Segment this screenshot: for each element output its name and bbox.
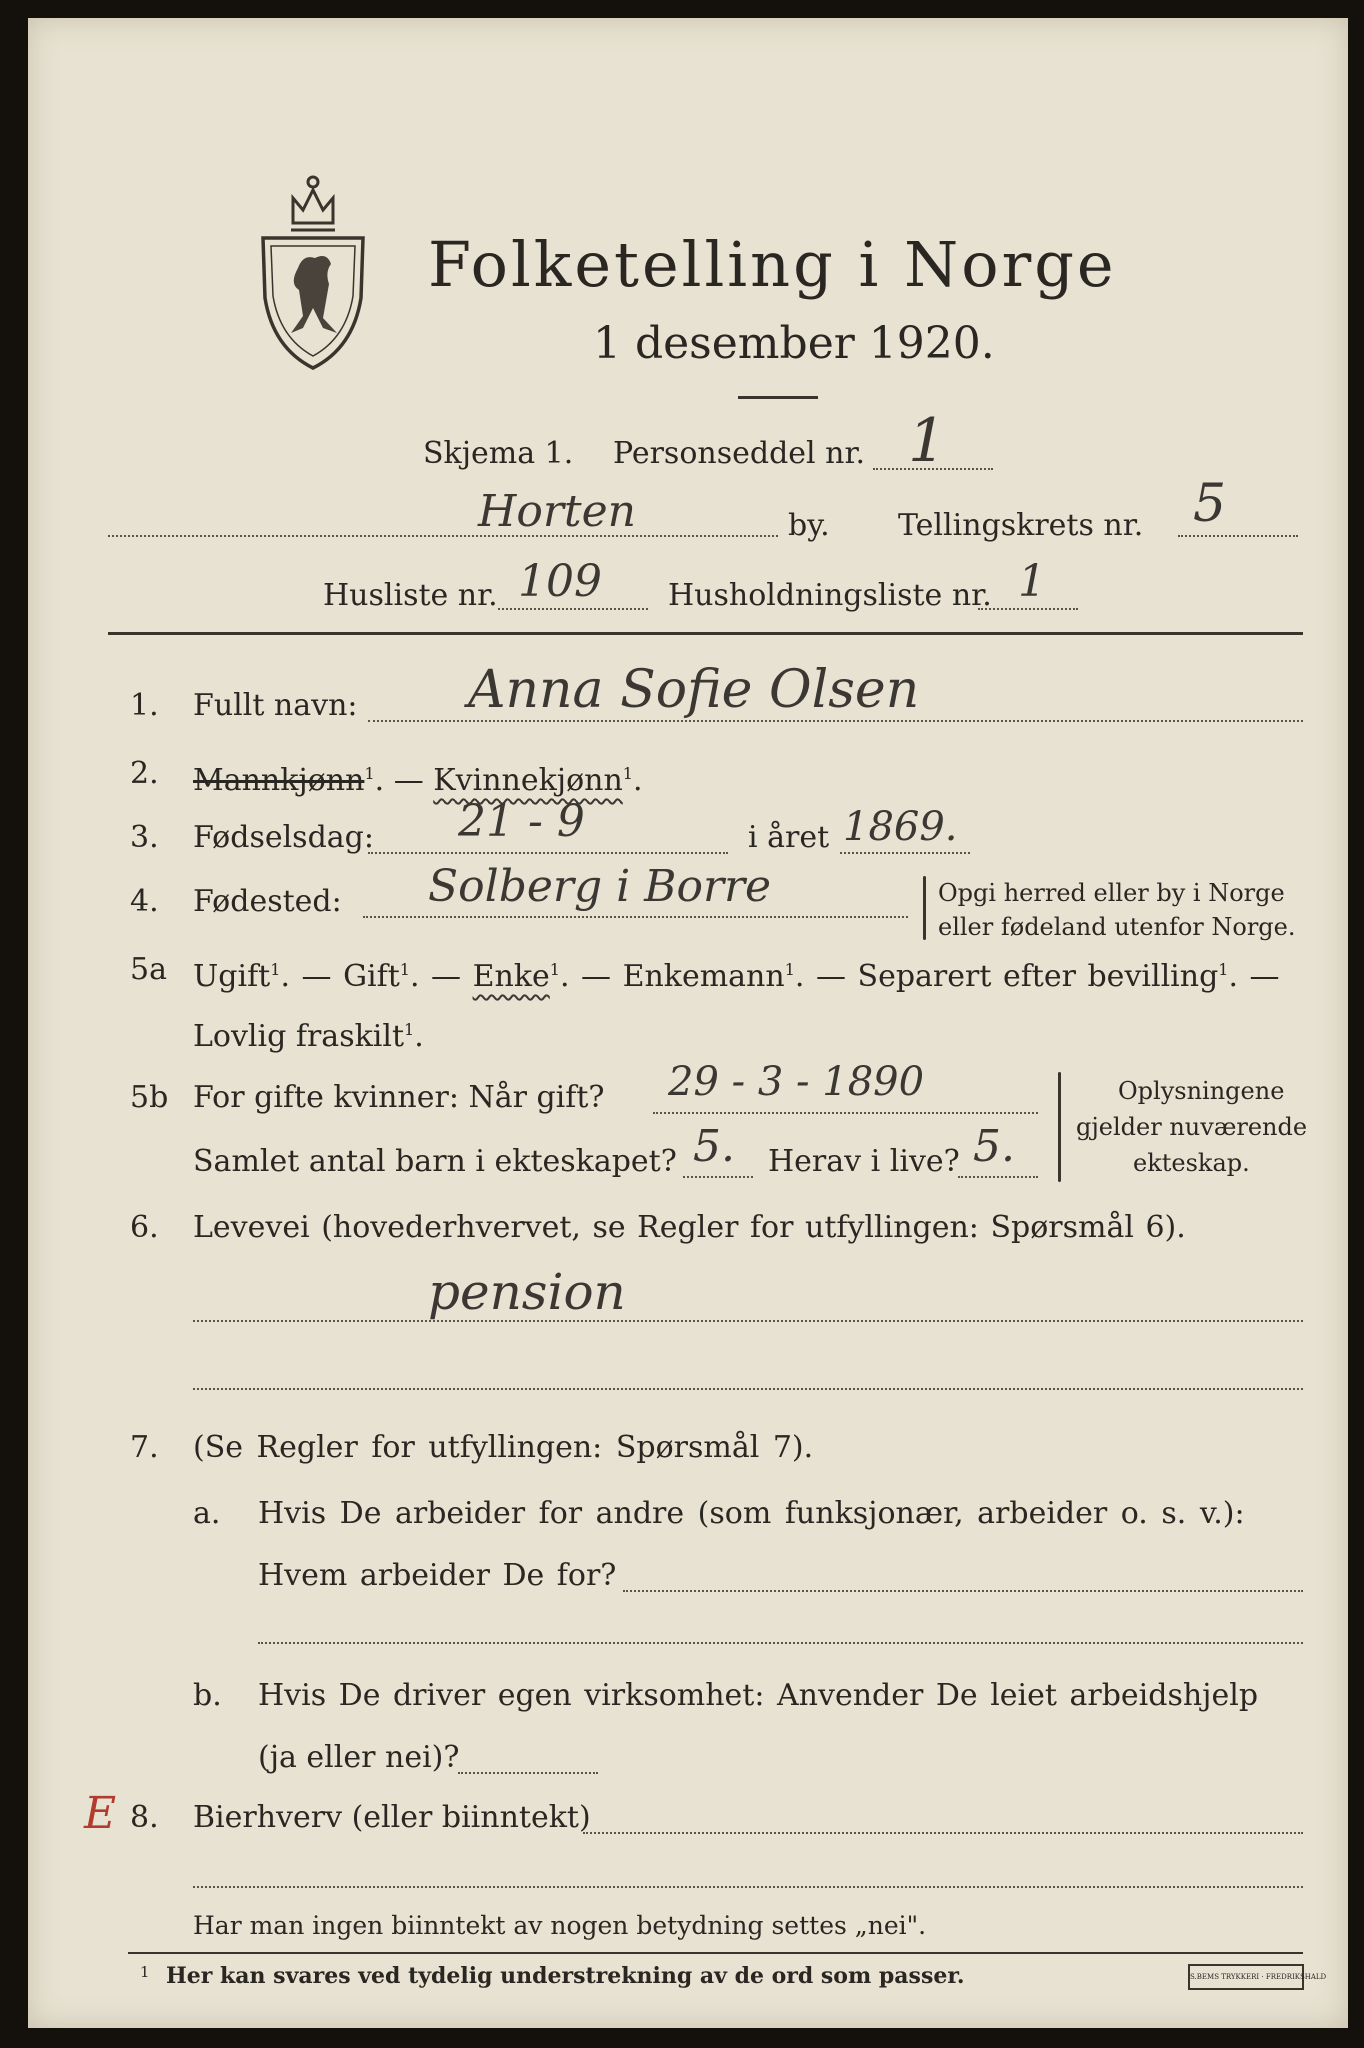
skjema-label: Skjema 1. — [423, 436, 574, 471]
q4-label: Fødested: — [193, 884, 342, 919]
tellingskrets-line — [1178, 535, 1298, 537]
q4-number: 4. — [130, 884, 159, 919]
q3-label: Fødselsdag: — [193, 820, 374, 855]
margin-red-mark: E — [84, 1788, 117, 1839]
gift-option: Gift — [343, 959, 400, 994]
husholdningsliste-value: 1 — [1018, 556, 1046, 607]
q3-number: 3. — [130, 820, 159, 855]
q2-separator: . — — [374, 763, 424, 798]
q7b-line1: Hvis De driver egen virksomhet: Anvender De leiet arbeidshjelp — [258, 1678, 1259, 1713]
footnote-mark: 1 — [140, 1963, 150, 1981]
q7a-line-extra — [258, 1642, 1303, 1644]
q8-line2 — [193, 1886, 1303, 1888]
q4-note-line1: Opgi herred eller by i Norge — [938, 879, 1285, 907]
q6-line1 — [193, 1320, 1303, 1322]
q7-number: 7. — [130, 1430, 159, 1465]
footer-note: Har man ingen biinntekt av nogen betydning settes „nei". — [193, 1911, 927, 1940]
occupation-value: pension — [428, 1263, 626, 1321]
q5b-brace — [1058, 1072, 1061, 1182]
census-form-sheet — [28, 18, 1348, 2028]
q4-brace — [923, 876, 926, 940]
q2-number: 2. — [130, 756, 159, 791]
husliste-value: 109 — [518, 556, 602, 607]
q7a-line — [623, 1590, 1303, 1592]
tellingskrets-value: 5 — [1193, 474, 1227, 534]
printer-stamp: S.BEMS TRYKKERI · FREDRIKSHALD — [1188, 1964, 1304, 1990]
q3-year-line — [840, 852, 970, 854]
q5a-number: 5a — [130, 952, 167, 987]
q3-date-line — [368, 852, 728, 854]
q5a-line2: Lovlig fraskilt$^1$. — [193, 1019, 424, 1054]
q7b-line — [458, 1772, 598, 1774]
q5b-live-line — [958, 1176, 1038, 1178]
footer-divider — [128, 1952, 1303, 1954]
q5b-barn-label: Samlet antal barn i ekteskapet? — [193, 1144, 677, 1179]
form-title: Folketelling i Norge — [428, 228, 1117, 301]
personseddel-value: 1 — [908, 406, 947, 476]
city-value: Horten — [478, 486, 636, 537]
q6-line2 — [193, 1388, 1303, 1390]
q5b-live-label: Herav i live? — [768, 1144, 960, 1179]
city-line — [108, 535, 778, 537]
q8-number: 8. — [130, 1800, 159, 1835]
form-date: 1 desember 1920. — [593, 318, 995, 369]
q5b-barn-line — [683, 1176, 753, 1178]
full-name-value: Anna Sofie Olsen — [468, 660, 920, 720]
personseddel-label: Personseddel nr. — [613, 436, 866, 471]
by-label: by. — [788, 508, 830, 543]
q4-line — [363, 916, 908, 918]
birthplace-value: Solberg i Borre — [428, 861, 772, 912]
marriage-date-value: 29 - 3 - 1890 — [668, 1059, 925, 1105]
female-option-underlined: Kvinnekjønn — [433, 763, 623, 798]
q7b-letter: b. — [193, 1678, 222, 1713]
q1-label: Fullt navn: — [193, 688, 358, 723]
husliste-line — [498, 608, 648, 610]
q4-note-line2: eller fødeland utenfor Norge. — [938, 913, 1296, 941]
tellingskrets-label: Tellingskrets nr. — [898, 508, 1144, 543]
q5a-marital-options: Ugift$^1$. — Gift$^1$. — Enke$^1$. — Enkemann$^1$. — Separert efter bevilling$^1$. — — [193, 959, 1280, 994]
q7b-line2: (ja eller nei)? — [258, 1740, 460, 1775]
footnote-text: Her kan svares ved tydelig understrekning av de ord som passer. — [166, 1963, 965, 1989]
enke-option-underlined: Enke — [472, 959, 550, 994]
birthdate-value: 21 - 9 — [458, 796, 585, 847]
q7a-line1: Hvis De arbeider for andre (som funksjonær, arbeider o. s. v.): — [258, 1496, 1245, 1531]
ugift-option: Ugift — [193, 959, 271, 994]
header-divider — [108, 632, 1303, 635]
husholdningsliste-line — [978, 608, 1078, 610]
q1-number: 1. — [130, 688, 159, 723]
children-living-value: 5. — [973, 1121, 1015, 1172]
q2-sex-options: Mannkjønn$^1$. — Kvinnekjønn$^1$. — [193, 763, 643, 798]
separert-option: Separert efter bevilling — [857, 959, 1219, 994]
title-divider — [738, 396, 818, 399]
q5b-note-line2: gjelder nuværende — [1076, 1113, 1308, 1141]
q7a-letter: a. — [193, 1496, 221, 1531]
enkemann-option: Enkemann — [622, 959, 785, 994]
q1-line — [368, 720, 1303, 722]
q3-year-label: i året — [748, 820, 830, 855]
children-total-value: 5. — [693, 1121, 735, 1172]
birth-year-value: 1869. — [843, 804, 958, 850]
q5b-note-line3: ekteskap. — [1133, 1149, 1250, 1177]
fraskilt-option: Lovlig fraskilt — [193, 1019, 405, 1054]
husholdningsliste-label: Husholdningsliste nr. — [668, 578, 992, 613]
q8-label: Bierhverv (eller biinntekt) — [193, 1800, 591, 1835]
q5b-gift-line — [653, 1112, 1038, 1114]
q5b-number: 5b — [130, 1080, 169, 1115]
q6-number: 6. — [130, 1210, 159, 1245]
q5b-label: For gifte kvinner: Når gift? — [193, 1080, 605, 1115]
q7-label: (Se Regler for utfyllingen: Spørsmål 7). — [193, 1430, 814, 1465]
q2-end: . — [632, 763, 643, 798]
q7a-line2: Hvem arbeider De for? — [258, 1558, 617, 1593]
norway-lion-crest-icon — [253, 168, 373, 378]
male-option: Mannkjønn — [193, 763, 365, 798]
q6-label: Levevei (hovederhvervet, se Regler for utfyllingen: Spørsmål 6). — [193, 1210, 1186, 1245]
q8-line1 — [583, 1832, 1303, 1834]
husliste-label: Husliste nr. — [323, 578, 498, 613]
q5b-note-line1: Oplysningene — [1118, 1077, 1285, 1105]
